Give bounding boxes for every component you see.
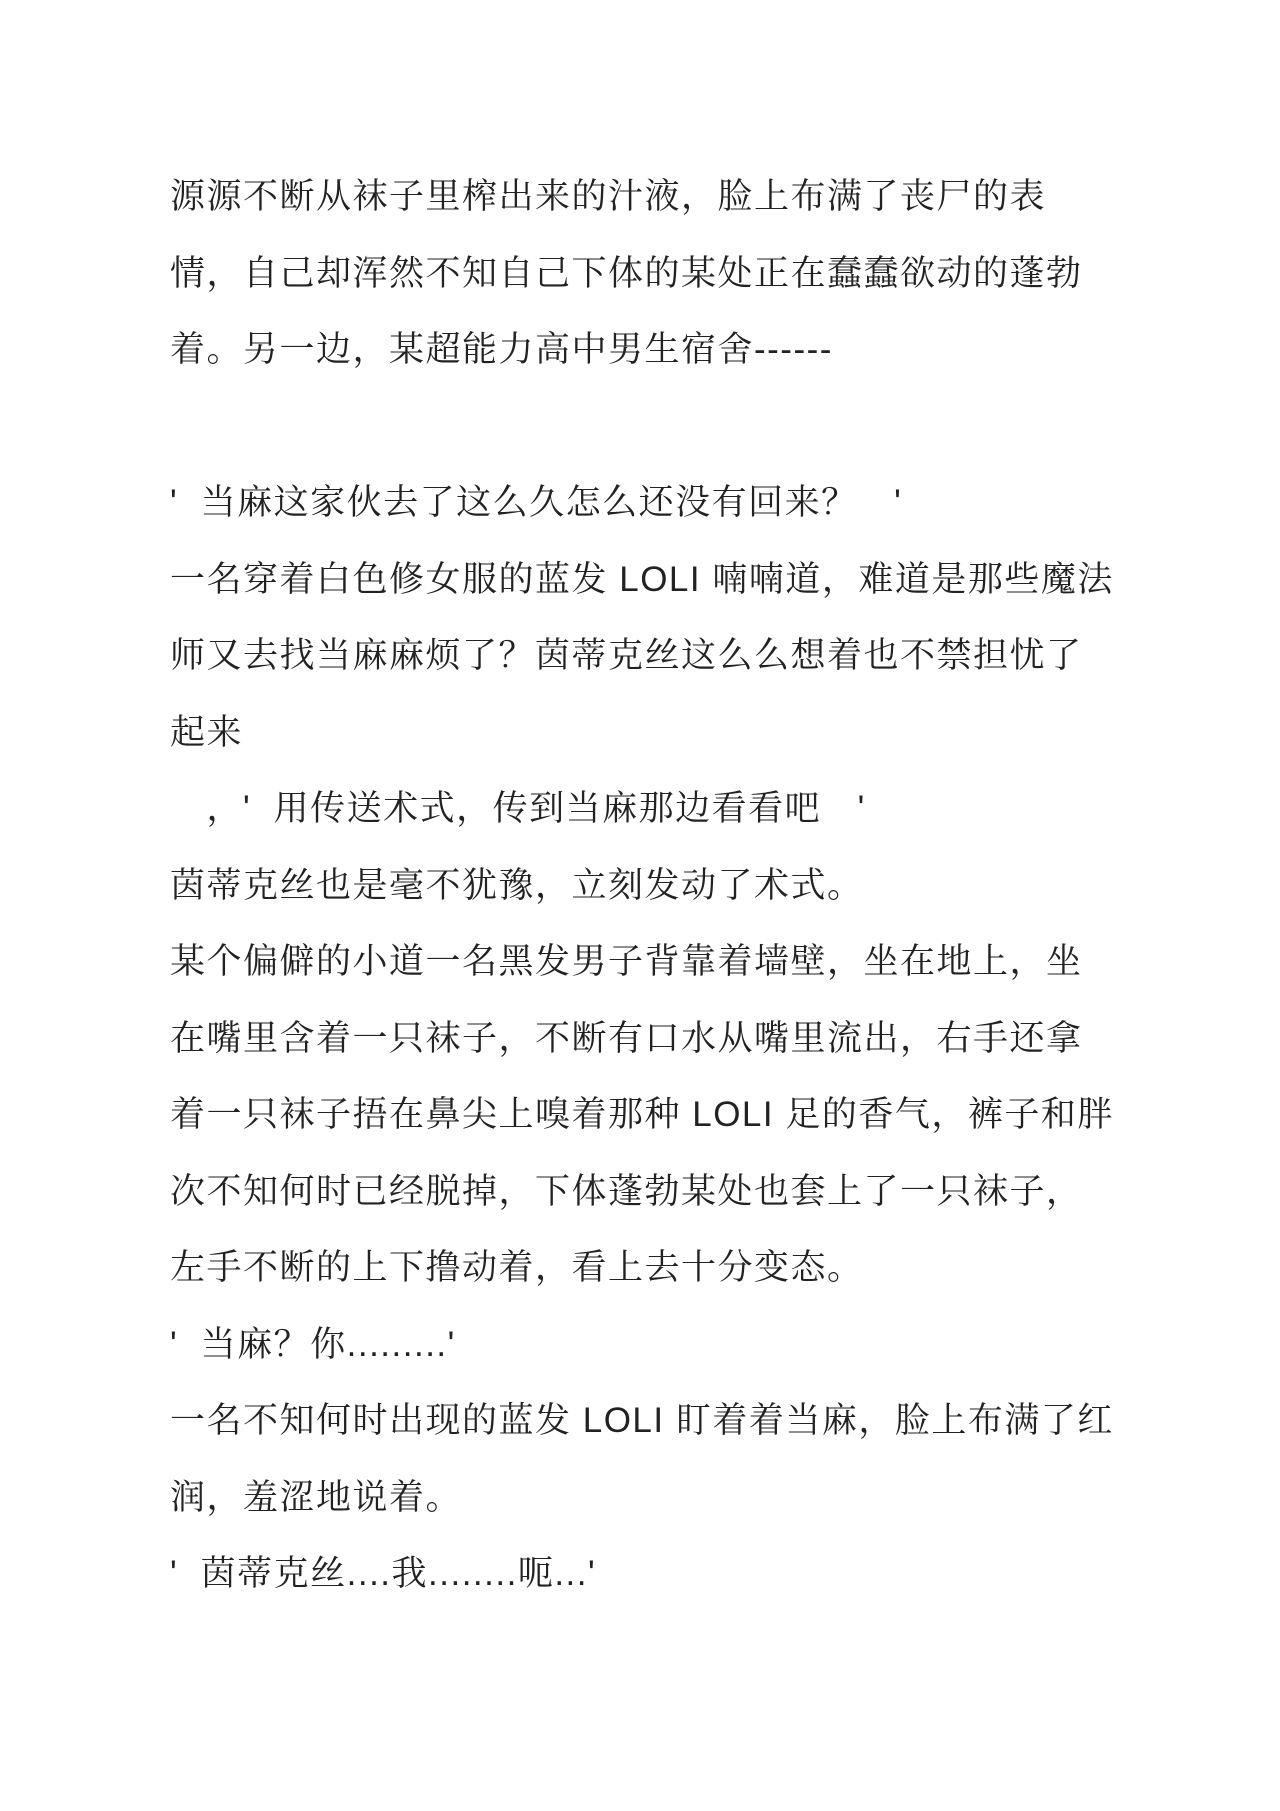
text-block [170,159,1210,1613]
text-line: 一名穿着白色修女服的蓝发 LOLI 喃喃道，难道是那些魔法 [170,559,1114,599]
text-line: 着。另一边，某超能力高中男生宿舍------ [170,330,833,369]
text-line: 茵蒂克丝也是毫不犹豫，立刻发动了术式。 [170,865,864,905]
text-line: 起来 [170,712,244,752]
text-line: 在嘴里含着一只袜子，不断有口水从嘴里流出，右手还拿 [170,1018,1083,1058]
text-line [170,389,1210,466]
text-line: ' 茵蒂克丝....我........呃...' [170,1554,597,1593]
text-line: 次不知何时已经脱掉，下体蓬勃某处也套上了一只袜子， [170,1171,1083,1211]
text-line: 润，羞涩地说着。 [170,1477,463,1517]
text-line: ，' 用传送术式，传到当麻那边看看吧 ' [170,789,866,828]
text-line: 左手不断的上下撸动着，看上去十分变态。 [170,1248,864,1287]
text-line: ' 当麻这家伙去了这么久怎么还没有回来？ ' [170,483,903,522]
text-line: 源源不断从袜子里榨出来的汁液，脸上布满了丧尸的表 [170,177,1047,216]
text-line: 某个偏僻的小道一名黑发男子背靠着墙壁，坐在地上，坐 [170,942,1083,981]
text-line: 师又去找当麻麻烦了？茵蒂克丝这么么想着也不禁担忧了 [170,636,1083,675]
text-line: 一名不知何时出现的蓝发 LOLI 盯着着当麻，脸上布满了红 [170,1401,1114,1440]
text-line: 情，自己却浑然不知自己下体的某处正在蠢蠢欲动的蓬勃 [170,253,1083,293]
text-line: 着一只袜子捂在鼻尖上嗅着那种 LOLI 足的香气，裤子和胖 [170,1095,1114,1134]
text-line: ' 当麻？你.........' [170,1324,456,1364]
